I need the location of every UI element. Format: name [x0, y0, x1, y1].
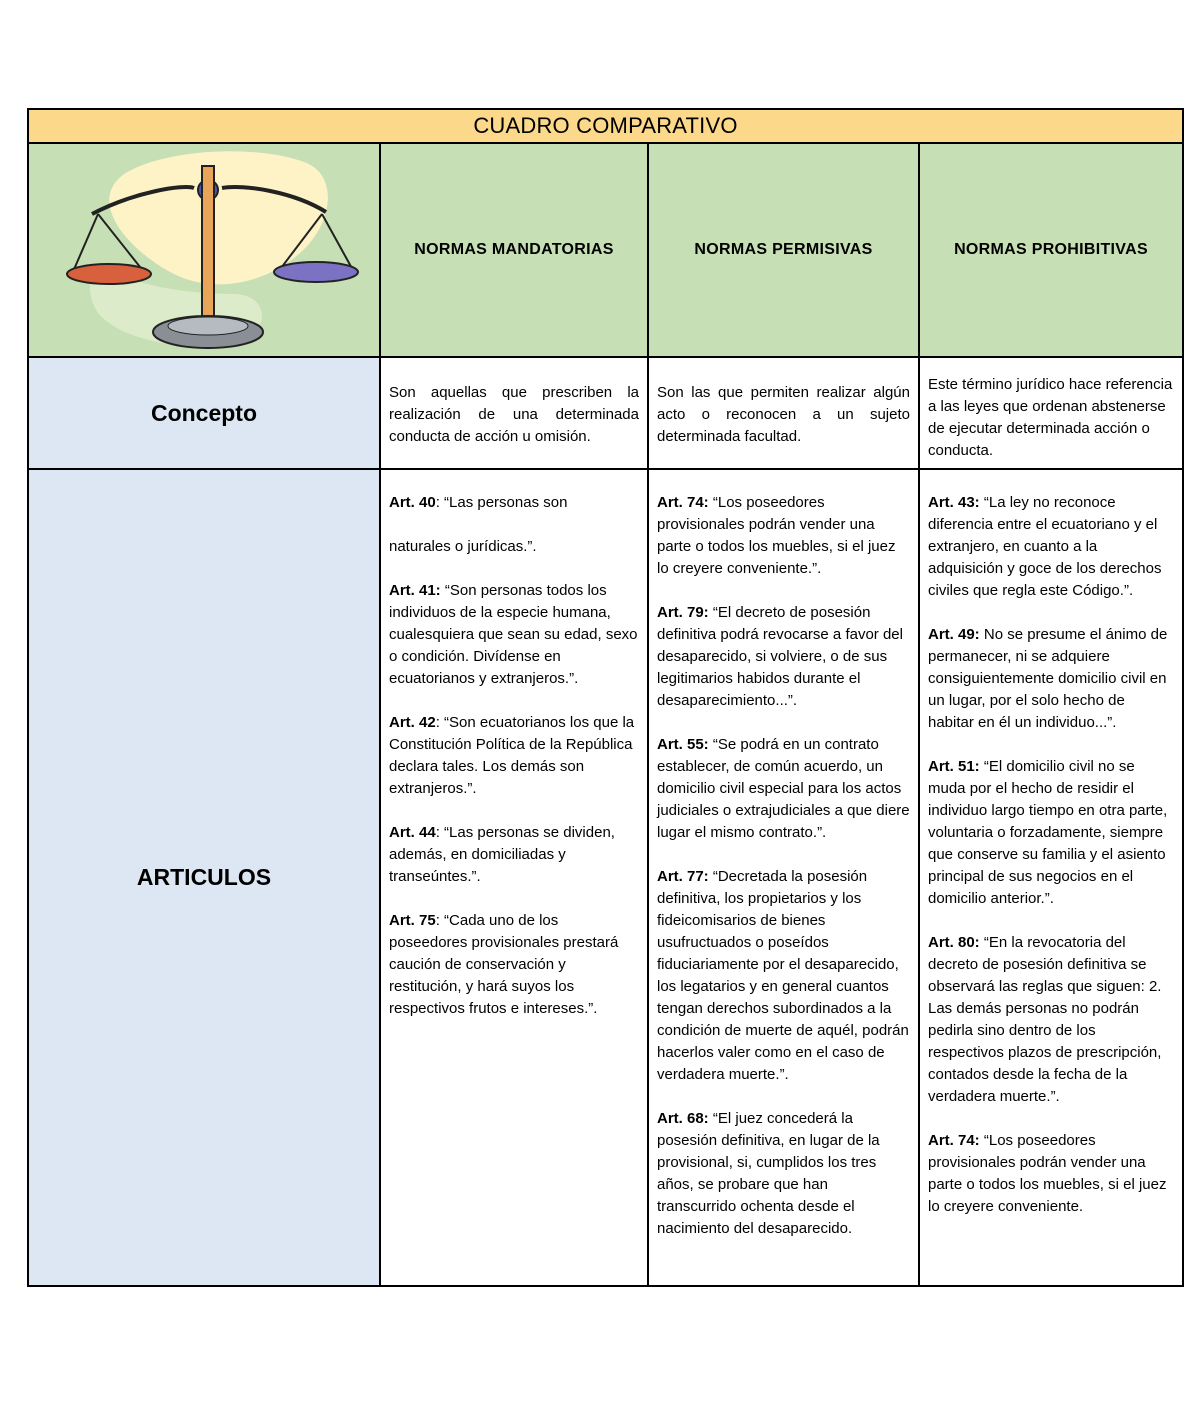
- comparison-table: [27, 108, 1184, 1287]
- concept-mandatorias: Son aquellas que prescriben la realización de una determinada conducta de acción u omisión.: [389, 384, 639, 445]
- column-divider: [647, 144, 649, 1285]
- row-divider: [29, 356, 1182, 358]
- scales-of-justice-icon: [64, 144, 364, 356]
- article-item: Art. 41: “Son personas todos los individuos de la especie humana, cualesquiera que sean su edad, sexo o condición. Divídense en ecuatorianos y extranjeros.”.: [389, 582, 638, 687]
- column-divider: [918, 144, 920, 1285]
- concept-prohibitivas: Este término jurídico hace referencia a las leyes que ordenan abstenerse de ejecutar determinada acción o conducta.: [928, 376, 1173, 459]
- article-item: Art. 75: “Cada uno de los poseedores provisionales prestará caución de conservación y restitución, y hará suyos los respectivos frutos e intereses.”.: [389, 912, 619, 1017]
- article-item: Art. 42: “Son ecuatorianos los que la Constitución Política de la República declara tales. Los demás son extranjeros.”.: [389, 714, 635, 797]
- articles-permisivas: [649, 470, 918, 1285]
- article-item: Art. 77: “Decretada la posesión definitiva, los propietarios y los fideicomisarios de bienes usufructuados o poseídos fiduciariamente por el desaparecido, los legatarios y en general cuantos tengan derechos subordinados a la condición de muerte de aquél, podrán hacerlos valer como en el caso de verdadera muerte.”.: [657, 868, 909, 1083]
- header-mandatorias: NORMAS MANDATORIAS: [381, 144, 647, 356]
- table-title: CUADRO COMPARATIVO: [29, 110, 1182, 144]
- column-divider: [379, 144, 381, 1285]
- articles-mandatorias: [381, 470, 647, 1285]
- article-item: Art. 68: “El juez concederá la posesión definitiva, en lugar de la provisional, si, cumplidos los tres años, se probare que han transcurrido ochenta desde el nacimiento del desaparecido.: [657, 1110, 880, 1237]
- header-permisivas: NORMAS PERMISIVAS: [649, 144, 918, 356]
- article-item: Art. 43: “La ley no reconoce diferencia entre el ecuatoriano y el extranjero, en cuanto a la adquisición y goce de los derechos civiles que regla este Código.”.: [928, 494, 1162, 599]
- article-item: Art. 49: No se presume el ánimo de permanecer, ni se adquiere consiguientemente domicilio civil en un lugar, por el solo hecho de habitar en él un individuo...”.: [928, 626, 1168, 731]
- concept-permisivas: Son las que permiten realizar algún acto o reconocen a un sujeto determinada facultad.: [657, 384, 910, 445]
- row-divider: [29, 468, 1182, 470]
- article-item: Art. 74: “Los poseedores provisionales podrán vender una parte o todos los muebles, si el juez lo creyere conveniente.: [928, 1132, 1167, 1215]
- article-item: Art. 44: “Las personas se dividen, además, en domiciliadas y transeúntes.”.: [389, 824, 615, 885]
- articles-prohibitivas: [920, 470, 1182, 1285]
- article-item: Art. 74: “Los poseedores provisionales podrán vender una parte o todos los muebles, si el juez lo creyere conveniente.”.: [657, 494, 896, 577]
- row-label-concepto: Concepto: [29, 358, 379, 468]
- article-item: Art. 79: “El decreto de posesión definitiva podrá revocarse a favor del desaparecido, si volviere, o de sus legitimarios habidos durante el desaparecimiento...”.: [657, 604, 903, 709]
- article-item: Art. 55: “Se podrá en un contrato establecer, de común acuerdo, un domicilio civil especial para los actos judiciales o extrajudiciales a que diere lugar el mismo contrato.”.: [657, 736, 910, 841]
- article-item: Art. 51: “El domicilio civil no se muda por el hecho de residir el individuo largo tiempo en otra parte, voluntaria o forzadamente, siempre que conserve su familia y el asiento principal de sus negocios en el domicilio anterior.”.: [928, 758, 1168, 907]
- article-item: Art. 40: “Las personas son naturales o jurídicas.”.: [389, 494, 568, 555]
- article-item: Art. 80: “En la revocatoria del decreto de posesión definitiva se observará las reglas que siguen: 2. Las demás personas no podrán pedirla sino dentro de los respectivos plazos de prescripción, contados desde la fecha de la verdadera muerte.”.: [928, 934, 1162, 1105]
- row-label-articulos: ARTICULOS: [29, 470, 379, 1285]
- header-prohibitivas: NORMAS PROHIBITIVAS: [920, 144, 1182, 356]
- image-cell: [29, 144, 379, 356]
